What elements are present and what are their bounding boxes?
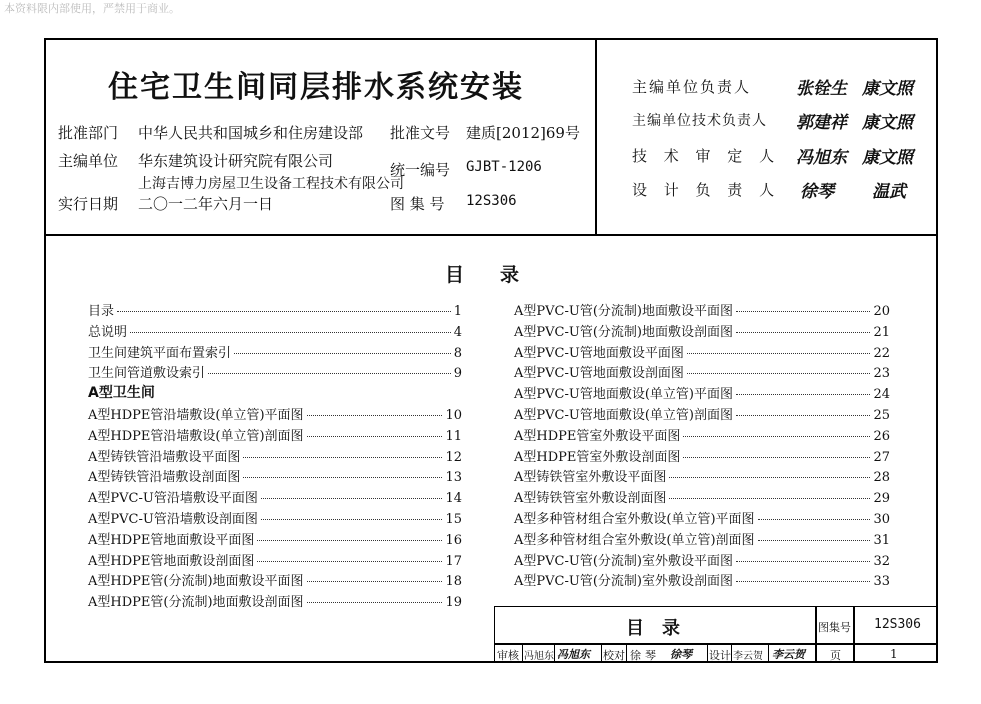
watermark-text: 本资料限内部使用，严禁用于商业。 (4, 2, 180, 15)
toc-entry-page: 30 (873, 512, 890, 527)
toc-entry[interactable] (514, 321, 890, 341)
toc-entry-title: A型HDPE管沿墙敷设(单立管)剖面图 (88, 428, 304, 444)
toc-entry-title: A型铸铁管室外敷设剖面图 (514, 491, 667, 507)
tb-vline-3 (522, 643, 523, 663)
tb-page-no: 1 (890, 647, 898, 661)
toc-leader-dots (257, 540, 442, 541)
toc-leader-dots (687, 373, 871, 374)
toc-entry-title: 目录 (88, 304, 115, 319)
toc-entry-page: 31 (873, 532, 890, 548)
tb-vline-7 (707, 643, 708, 663)
tb-vline-1 (815, 606, 817, 663)
toc-entry[interactable] (514, 508, 890, 528)
sig-name-3b: 康文照 (862, 148, 913, 168)
toc-entry[interactable] (88, 300, 462, 320)
impl-date-label: 实行日期 (58, 195, 119, 213)
toc-entry[interactable] (514, 570, 890, 590)
toc-entry-page: 22 (873, 345, 890, 361)
document-title: 住宅卫生间同层排水系统安装 (108, 70, 524, 105)
toc-entry[interactable] (88, 570, 462, 590)
toc-entry-page: 8 (453, 345, 462, 361)
sig-role-4: 设 计 负 责 人 (632, 181, 781, 199)
toc-leader-dots (307, 602, 443, 603)
toc-leader-dots (687, 353, 871, 354)
toc-entry-title: A型HDPE管室外敷设平面图 (514, 428, 681, 444)
toc-entry[interactable] (88, 446, 462, 466)
toc-entry-title: 卫生间管道敷设索引 (88, 366, 206, 382)
toc-entry[interactable] (88, 404, 462, 424)
toc-section-heading: A型卫生间 (88, 385, 155, 402)
atlas-no: 12S306 (466, 193, 517, 209)
tb-vline-4 (554, 643, 555, 663)
toc-entry-page: 28 (873, 470, 890, 486)
toc-entry-page: 9 (453, 366, 462, 382)
tb-vline-5 (601, 643, 602, 663)
toc-leader-dots (208, 373, 451, 374)
toc-entry-title: A型HDPE管(分流制)地面敷设剖面图 (88, 595, 304, 611)
toc-leader-dots (243, 457, 442, 458)
toc-entry[interactable] (88, 342, 462, 362)
toc-entry-page: 10 (445, 408, 462, 423)
toc-leader-dots (736, 561, 870, 562)
tb-atlas-no: 12S306 (874, 617, 921, 632)
toc-entry-title: A型HDPE管(分流制)地面敷设平面图 (88, 574, 304, 590)
toc-leader-dots (758, 540, 871, 541)
toc-entry[interactable] (88, 591, 462, 611)
toc-leader-dots (307, 415, 443, 416)
toc-entry[interactable] (514, 550, 890, 570)
toc-entry[interactable] (514, 362, 890, 382)
toc-entry-title: A型PVC-U管地面敷设(单立管)剖面图 (514, 408, 733, 423)
tb-review-label: 审核 (497, 649, 519, 662)
toc-entry-title: A型PVC-U管地面敷设剖面图 (514, 366, 684, 382)
toc-entry[interactable] (88, 508, 462, 528)
sig-role-1: 主编单位负责人 (632, 78, 752, 96)
toc-entry[interactable] (88, 362, 462, 382)
toc-leader-dots (261, 498, 443, 499)
toc-leader-dots (736, 394, 870, 395)
toc-entry[interactable] (514, 487, 890, 507)
toc-leader-dots (130, 332, 451, 333)
toc-entry-page: 27 (873, 449, 890, 465)
toc-entry[interactable] (514, 300, 890, 320)
toc-leader-dots (307, 436, 443, 437)
toc-leader-dots (669, 477, 870, 478)
toc-entry-title: A型PVC-U管(分流制)室外敷设平面图 (514, 553, 733, 569)
toc-leader-dots (257, 561, 442, 562)
toc-entry-page: 29 (873, 491, 890, 507)
tb-reviewer: 冯旭东 (524, 651, 554, 662)
toc-entry-page: 20 (873, 304, 890, 319)
toc-entry-page: 25 (873, 408, 890, 423)
sig-name-2b: 康文照 (862, 113, 913, 133)
tb-page-label: 页 (830, 649, 841, 662)
toc-entry-title: A型多种管材组合室外敷设(单立管)平面图 (514, 512, 755, 527)
toc-entry[interactable] (514, 383, 890, 403)
toc-entry-page: 23 (873, 366, 890, 382)
tb-checker-signature: 徐琴 (670, 648, 692, 661)
toc-entry-page: 14 (445, 491, 462, 507)
toc-entry-title: A型PVC-U管沿墙敷设平面图 (88, 491, 258, 507)
atlas-no-label: 图 集 号 (390, 195, 445, 213)
sig-role-2: 主编单位技术负责人 (632, 113, 767, 129)
header-divider-vertical (595, 38, 597, 235)
sig-name-4b: 温武 (872, 182, 906, 202)
toc-leader-dots (736, 581, 870, 582)
unified-no-label: 统一编号 (390, 161, 451, 179)
approval-dept: 中华人民共和国城乡和住房建设部 (138, 124, 364, 142)
editor-unit-1: 华东建筑设计研究院有限公司 (138, 152, 334, 170)
tb-checker: 徐琴 (630, 649, 660, 662)
impl-date: 二〇一二年六月一日 (138, 195, 274, 213)
toc-entry-page: 12 (445, 449, 462, 465)
toc-leader-dots (683, 457, 870, 458)
tb-name: 目录 (626, 618, 698, 639)
toc-entry-title: A型PVC-U管(分流制)地面敷设平面图 (514, 304, 733, 319)
toc-entry-title: A型PVC-U管沿墙敷设剖面图 (88, 512, 258, 527)
toc-entry-title: A型HDPE管地面敷设平面图 (88, 532, 255, 548)
tb-hline (494, 643, 938, 645)
toc-entry-title: A型PVC-U管(分流制)地面敷设剖面图 (514, 324, 733, 340)
tb-vline-9 (768, 643, 769, 663)
toc-leader-dots (117, 311, 451, 312)
toc-title: 目录 (445, 264, 556, 286)
toc-entry[interactable] (88, 425, 462, 445)
unified-no: GJBT-1206 (466, 159, 542, 175)
toc-entry[interactable] (514, 342, 890, 362)
tb-vline-8 (731, 643, 732, 663)
toc-entry[interactable] (88, 321, 462, 341)
toc-entry-page: 4 (453, 324, 462, 340)
toc-entry-title: A型HDPE管地面敷设剖面图 (88, 553, 255, 569)
sig-name-1a: 张铨生 (796, 79, 847, 99)
toc-entry-title: 总说明 (88, 324, 128, 340)
tb-vline-2 (853, 606, 855, 663)
toc-entry-title: 卫生间建筑平面布置索引 (88, 345, 232, 361)
toc-leader-dots (234, 353, 451, 354)
sig-name-1b: 康文照 (862, 79, 913, 99)
toc-entry-title: A型铸铁管沿墙敷设平面图 (88, 449, 241, 465)
toc-entry-title: A型铸铁管室外敷设平面图 (514, 470, 667, 486)
toc-entry-page: 32 (873, 553, 890, 569)
toc-entry[interactable] (514, 425, 890, 445)
tb-designer: 李云贺 (733, 651, 763, 662)
toc-entry[interactable] (88, 466, 462, 486)
sig-role-3: 技 术 审 定 人 (632, 147, 781, 165)
toc-entry-page: 21 (873, 324, 890, 340)
approval-doc: 建质[2012]69号 (466, 124, 580, 142)
approval-doc-label: 批准文号 (390, 124, 451, 142)
toc-leader-dots (261, 519, 443, 520)
tb-atlas-label: 图集号 (818, 621, 851, 634)
toc-leader-dots (243, 477, 442, 478)
toc-leader-dots (736, 332, 870, 333)
toc-entry-page: 33 (873, 574, 890, 590)
toc-entry[interactable] (514, 404, 890, 424)
tb-vline-6 (626, 643, 627, 663)
tb-reviewer-signature: 冯旭东 (557, 648, 590, 661)
toc-entry-title: A型铸铁管沿墙敷设剖面图 (88, 470, 241, 486)
toc-entry-page: 13 (445, 470, 462, 486)
toc-entry-page: 17 (445, 553, 462, 569)
sig-name-2a: 郭建祥 (796, 113, 847, 133)
sig-name-4a: 徐琴 (800, 182, 834, 202)
toc-entry-page: 1 (453, 304, 462, 319)
editor-unit-2: 上海吉博力房屋卫生设备工程技术有限公司 (138, 176, 404, 192)
toc-leader-dots (736, 311, 870, 312)
toc-leader-dots (307, 581, 443, 582)
editor-unit-label: 主编单位 (58, 152, 119, 170)
toc-entry[interactable] (514, 446, 890, 466)
toc-entry-page: 19 (445, 595, 462, 611)
toc-entry-title: A型HDPE管沿墙敷设(单立管)平面图 (88, 408, 304, 423)
toc-entry-page: 16 (445, 532, 462, 548)
header-divider-horizontal (44, 234, 938, 236)
toc-leader-dots (683, 436, 870, 437)
toc-leader-dots (736, 415, 870, 416)
tb-designer-signature: 李云贺 (772, 648, 805, 661)
toc-entry[interactable] (514, 529, 890, 549)
toc-entry[interactable] (88, 487, 462, 507)
toc-entry[interactable] (88, 529, 462, 549)
approval-dept-label: 批准部门 (58, 124, 119, 142)
toc-entry[interactable] (514, 466, 890, 486)
tb-check-label: 校对 (603, 649, 625, 662)
toc-entry[interactable] (88, 550, 462, 570)
toc-entry-title: A型HDPE管室外敷设剖面图 (514, 449, 681, 465)
toc-entry-title: A型多种管材组合室外敷设(单立管)剖面图 (514, 532, 755, 548)
toc-entry-title: A型PVC-U管(分流制)室外敷设剖面图 (514, 574, 733, 590)
toc-entry-page: 18 (445, 574, 462, 590)
sig-name-3a: 冯旭东 (796, 148, 847, 168)
toc-entry-page: 11 (445, 428, 462, 444)
toc-entry-page: 26 (873, 428, 890, 444)
toc-leader-dots (669, 498, 870, 499)
toc-entry-title: A型PVC-U管地面敷设(单立管)平面图 (514, 387, 733, 403)
toc-entry-title: A型PVC-U管地面敷设平面图 (514, 345, 684, 361)
tb-design-label: 设计 (709, 649, 731, 662)
toc-entry-page: 15 (445, 512, 462, 527)
toc-leader-dots (758, 519, 871, 520)
toc-entry-page: 24 (873, 387, 890, 403)
